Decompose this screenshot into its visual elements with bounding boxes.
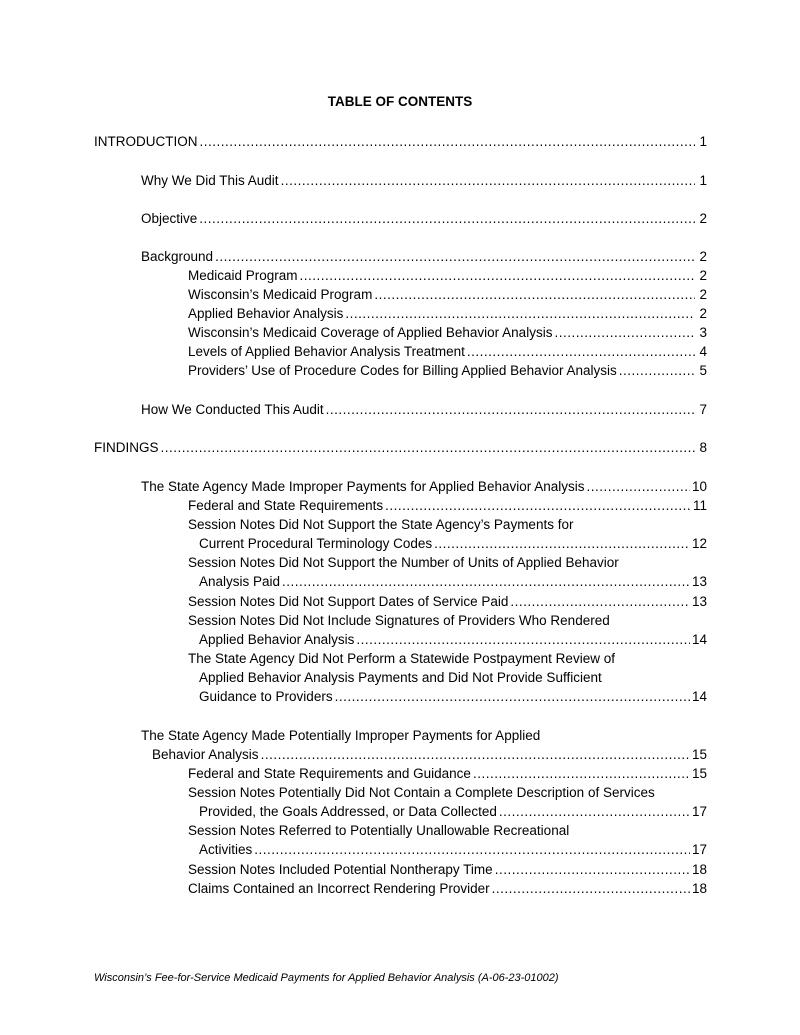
dot-leader <box>326 400 695 420</box>
page-title: TABLE OF CONTENTS <box>327 94 473 109</box>
toc-entry-label: The State Agency Made Potentially Improper Payments for Applied <box>141 728 541 743</box>
toc-entry[interactable] <box>188 323 707 343</box>
toc-entry-page: 2 <box>699 249 707 264</box>
toc-entry-page: 13 <box>691 574 707 589</box>
toc-entry-label: Applied Behavior Analysis <box>188 306 344 321</box>
toc-entry[interactable] <box>141 171 707 191</box>
toc-entry[interactable] <box>199 572 707 592</box>
toc-entry-label: Why We Did This Audit <box>141 173 279 188</box>
toc-entry[interactable] <box>188 592 707 612</box>
toc-entry-page: 10 <box>691 479 707 494</box>
toc-entry-label: Applied Behavior Analysis <box>199 632 355 647</box>
dot-leader <box>254 840 690 860</box>
toc-entry-page: 8 <box>699 440 707 455</box>
toc-entry-page: 7 <box>699 402 707 417</box>
toc-entry-label: Levels of Applied Behavior Analysis Treatment <box>188 344 465 359</box>
toc-entry[interactable] <box>141 477 707 497</box>
toc-entry[interactable] <box>141 209 707 229</box>
dot-leader <box>215 247 695 267</box>
toc-entry-label: Provided, the Goals Addressed, or Data Collected <box>199 804 497 819</box>
toc-entry-page: 2 <box>699 306 707 321</box>
toc-entry-label: FINDINGS <box>94 440 159 455</box>
toc-entry[interactable] <box>188 304 707 324</box>
dot-leader <box>200 132 696 152</box>
toc-entry-label: Background <box>141 249 214 264</box>
toc-entry-page: 5 <box>699 363 707 378</box>
toc-entry-label: Providers’ Use of Procedure Codes for Billing Applied Behavior Analysis <box>188 363 617 378</box>
dot-leader <box>356 630 690 650</box>
dot-leader <box>374 285 695 305</box>
toc-entry[interactable] <box>199 840 707 860</box>
toc-entry[interactable] <box>199 687 707 707</box>
toc-entry-page: 2 <box>699 268 707 283</box>
toc-entry[interactable] <box>199 630 707 650</box>
toc-entry-page: 1 <box>699 134 707 149</box>
toc-entry-page: 11 <box>692 498 707 513</box>
toc-entry-page: 15 <box>691 766 707 781</box>
dot-leader <box>499 802 690 822</box>
dot-leader <box>261 745 690 765</box>
toc-entry-label: Federal and State Requirements and Guidance <box>188 766 471 781</box>
toc-entry-label: INTRODUCTION <box>94 134 198 149</box>
dot-leader <box>510 592 690 612</box>
dot-leader <box>385 496 691 516</box>
toc-entry-page: 2 <box>699 211 707 226</box>
toc-entry-page: 13 <box>691 594 707 609</box>
toc-entry[interactable] <box>199 802 707 822</box>
dot-leader <box>492 879 690 899</box>
toc-entry-label: The State Agency Did Not Perform a Statewide Postpayment Review of <box>188 651 615 666</box>
toc-entry-page: 2 <box>699 287 707 302</box>
toc-entry-label: Session Notes Included Potential Nontherapy Time <box>188 862 493 877</box>
toc-entry[interactable] <box>188 342 707 362</box>
toc-entry-label: Applied Behavior Analysis Payments and Did Not Provide Sufficient <box>199 670 602 685</box>
dot-leader <box>434 534 690 554</box>
toc-entry-label: Behavior Analysis <box>152 747 259 762</box>
toc-entry-label: Objective <box>141 211 198 226</box>
dot-leader <box>345 304 695 324</box>
page-footer: Wisconsin’s Fee-for-Service Medicaid Payments for Applied Behavior Analysis (A-06-23-01002) <box>94 972 559 984</box>
dot-leader <box>161 438 695 458</box>
toc-entry-page: 14 <box>691 632 707 647</box>
dot-leader <box>335 687 690 707</box>
dot-leader <box>495 860 690 880</box>
toc-entry-page: 14 <box>691 689 707 704</box>
toc-entry-label: Session Notes Referred to Potentially Unallowable Recreational <box>188 823 570 838</box>
toc-entry-label: Wisconsin’s Medicaid Program <box>188 287 373 302</box>
toc-entry-page: 18 <box>691 881 707 896</box>
toc-entry-page: 17 <box>691 842 707 857</box>
toc-entry-label: How We Conducted This Audit <box>141 402 324 417</box>
toc-entry-label: Federal and State Requirements <box>188 498 384 513</box>
dot-leader <box>199 209 695 229</box>
dot-leader <box>282 572 690 592</box>
dot-leader <box>281 171 695 191</box>
toc-entry[interactable] <box>188 764 707 784</box>
toc-entry-label: Analysis Paid <box>199 574 281 589</box>
toc-entry[interactable] <box>94 438 707 458</box>
toc-entry-label: Current Procedural Terminology Codes <box>199 536 433 551</box>
toc-entry[interactable] <box>188 361 707 381</box>
toc-entry[interactable] <box>199 534 707 554</box>
toc-entry[interactable] <box>152 745 707 765</box>
toc-entry[interactable] <box>188 496 707 516</box>
toc-entry[interactable] <box>141 400 707 420</box>
dot-leader <box>300 266 695 286</box>
toc-entry[interactable] <box>94 132 707 152</box>
toc-entry-page: 17 <box>691 804 707 819</box>
dot-leader <box>619 361 695 381</box>
toc-entry-label: The State Agency Made Improper Payments for Applied Behavior Analysis <box>141 479 585 494</box>
toc-entry-page: 12 <box>691 536 707 551</box>
toc-entry-page: 15 <box>691 747 707 762</box>
toc-entry-label: Session Notes Did Not Include Signatures of Providers Who Rendered <box>188 613 610 628</box>
toc-entry[interactable] <box>141 247 707 267</box>
toc-entry[interactable] <box>188 285 707 305</box>
toc-entry-label: Medicaid Program <box>188 268 298 283</box>
dot-leader <box>554 323 695 343</box>
toc-entry-page: 3 <box>699 325 707 340</box>
toc-entry-label: Guidance to Providers <box>199 689 333 704</box>
toc-entry[interactable] <box>188 266 707 286</box>
toc-entry-page: 1 <box>699 173 707 188</box>
toc-entry[interactable] <box>188 879 707 899</box>
toc-entry-page: 18 <box>691 862 707 877</box>
toc-entry-label: Claims Contained an Incorrect Rendering Provider <box>188 881 490 896</box>
toc-entry-label: Session Notes Did Not Support the State Agency’s Payments for <box>188 517 574 532</box>
toc-entry-label: Session Notes Did Not Support the Number of Units of Applied Behavior <box>188 555 619 570</box>
toc-entry-label: Session Notes Potentially Did Not Contain a Complete Description of Services <box>188 785 655 800</box>
toc-entry-label: Session Notes Did Not Support Dates of Service Paid <box>188 594 509 609</box>
toc-entry[interactable] <box>188 860 707 880</box>
toc-entry-label: Wisconsin’s Medicaid Coverage of Applied Behavior Analysis <box>188 325 553 340</box>
toc-entry-page: 4 <box>699 344 707 359</box>
dot-leader <box>467 342 695 362</box>
toc-entry-label: Activities <box>199 842 253 857</box>
dot-leader <box>473 764 690 784</box>
dot-leader <box>587 477 690 497</box>
